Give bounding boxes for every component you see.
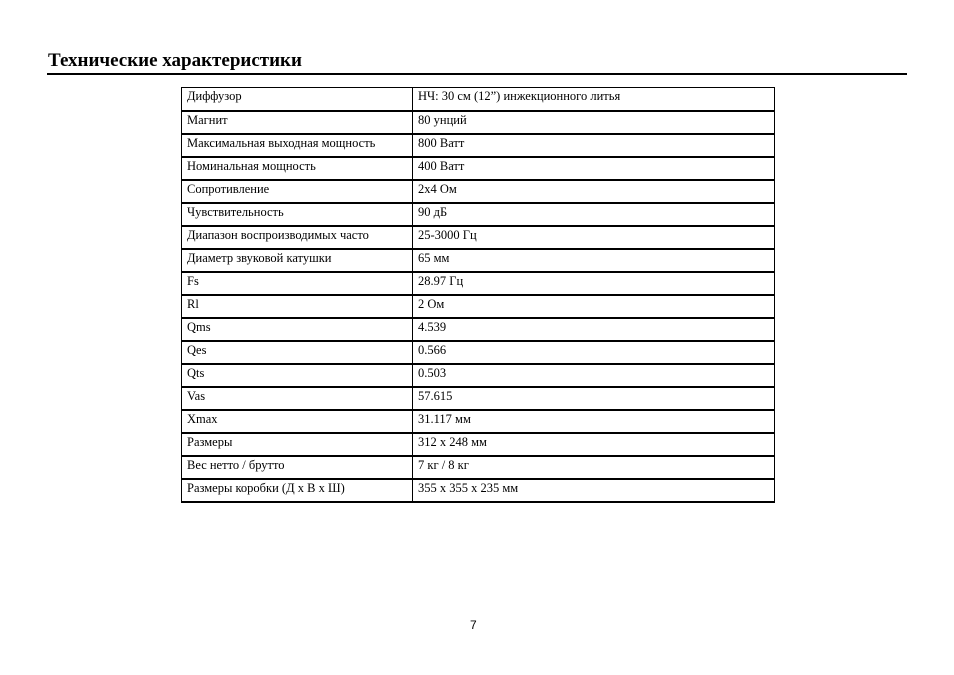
spec-value: 90 дБ (413, 203, 775, 226)
spec-name: Магнит (182, 111, 413, 134)
table-row (182, 410, 775, 433)
spec-name: Номинальная мощность (182, 157, 413, 180)
spec-value: НЧ: 30 см (12”) инжекционного литья (413, 88, 775, 111)
table-row (182, 88, 775, 111)
table-row (182, 226, 775, 249)
table-row (182, 387, 775, 410)
table-row (182, 318, 775, 341)
table-row (182, 341, 775, 364)
spec-name: Xmax (182, 410, 413, 433)
spec-table (181, 87, 775, 503)
spec-value: 355 x 355 x 235 мм (413, 479, 775, 502)
spec-value: 80 унций (413, 111, 775, 134)
spec-name: Qes (182, 341, 413, 364)
spec-name: Qts (182, 364, 413, 387)
spec-name: Диаметр звуковой катушки (182, 249, 413, 272)
spec-name: Fs (182, 272, 413, 295)
table-row (182, 456, 775, 479)
spec-value: 7 кг / 8 кг (413, 456, 775, 479)
spec-name: Rl (182, 295, 413, 318)
spec-value: 312 x 248 мм (413, 433, 775, 456)
spec-name: Qms (182, 318, 413, 341)
spec-value: 2x4 Ом (413, 180, 775, 203)
title-rule (47, 73, 907, 75)
spec-name: Размеры (182, 433, 413, 456)
table-row (182, 364, 775, 387)
spec-value: 0.503 (413, 364, 775, 387)
spec-name: Диапазон воспроизводимых часто (182, 226, 413, 249)
page-number: 7 (470, 618, 477, 632)
table-row (182, 157, 775, 180)
table-row (182, 272, 775, 295)
spec-value: 800 Ватт (413, 134, 775, 157)
table-row (182, 203, 775, 226)
spec-value: 65 мм (413, 249, 775, 272)
table-row (182, 249, 775, 272)
page-title: Технические характеристики (48, 50, 302, 71)
spec-value: 28.97 Гц (413, 272, 775, 295)
table-row (182, 433, 775, 456)
spec-value: 0.566 (413, 341, 775, 364)
table-row (182, 180, 775, 203)
spec-value: 2 Ом (413, 295, 775, 318)
table-row (182, 111, 775, 134)
spec-name: Чувствительность (182, 203, 413, 226)
table-row (182, 134, 775, 157)
spec-value: 4.539 (413, 318, 775, 341)
spec-value: 57.615 (413, 387, 775, 410)
spec-name: Размеры коробки (Д x В x Ш) (182, 479, 413, 502)
spec-value: 400 Ватт (413, 157, 775, 180)
spec-name: Vas (182, 387, 413, 410)
table-row (182, 295, 775, 318)
spec-name: Вес нетто / брутто (182, 456, 413, 479)
spec-name: Диффузор (182, 88, 413, 111)
spec-name: Сопротивление (182, 180, 413, 203)
spec-value: 25-3000 Гц (413, 226, 775, 249)
spec-name: Максимальная выходная мощность (182, 134, 413, 157)
table-row (182, 479, 775, 502)
spec-value: 31.117 мм (413, 410, 775, 433)
